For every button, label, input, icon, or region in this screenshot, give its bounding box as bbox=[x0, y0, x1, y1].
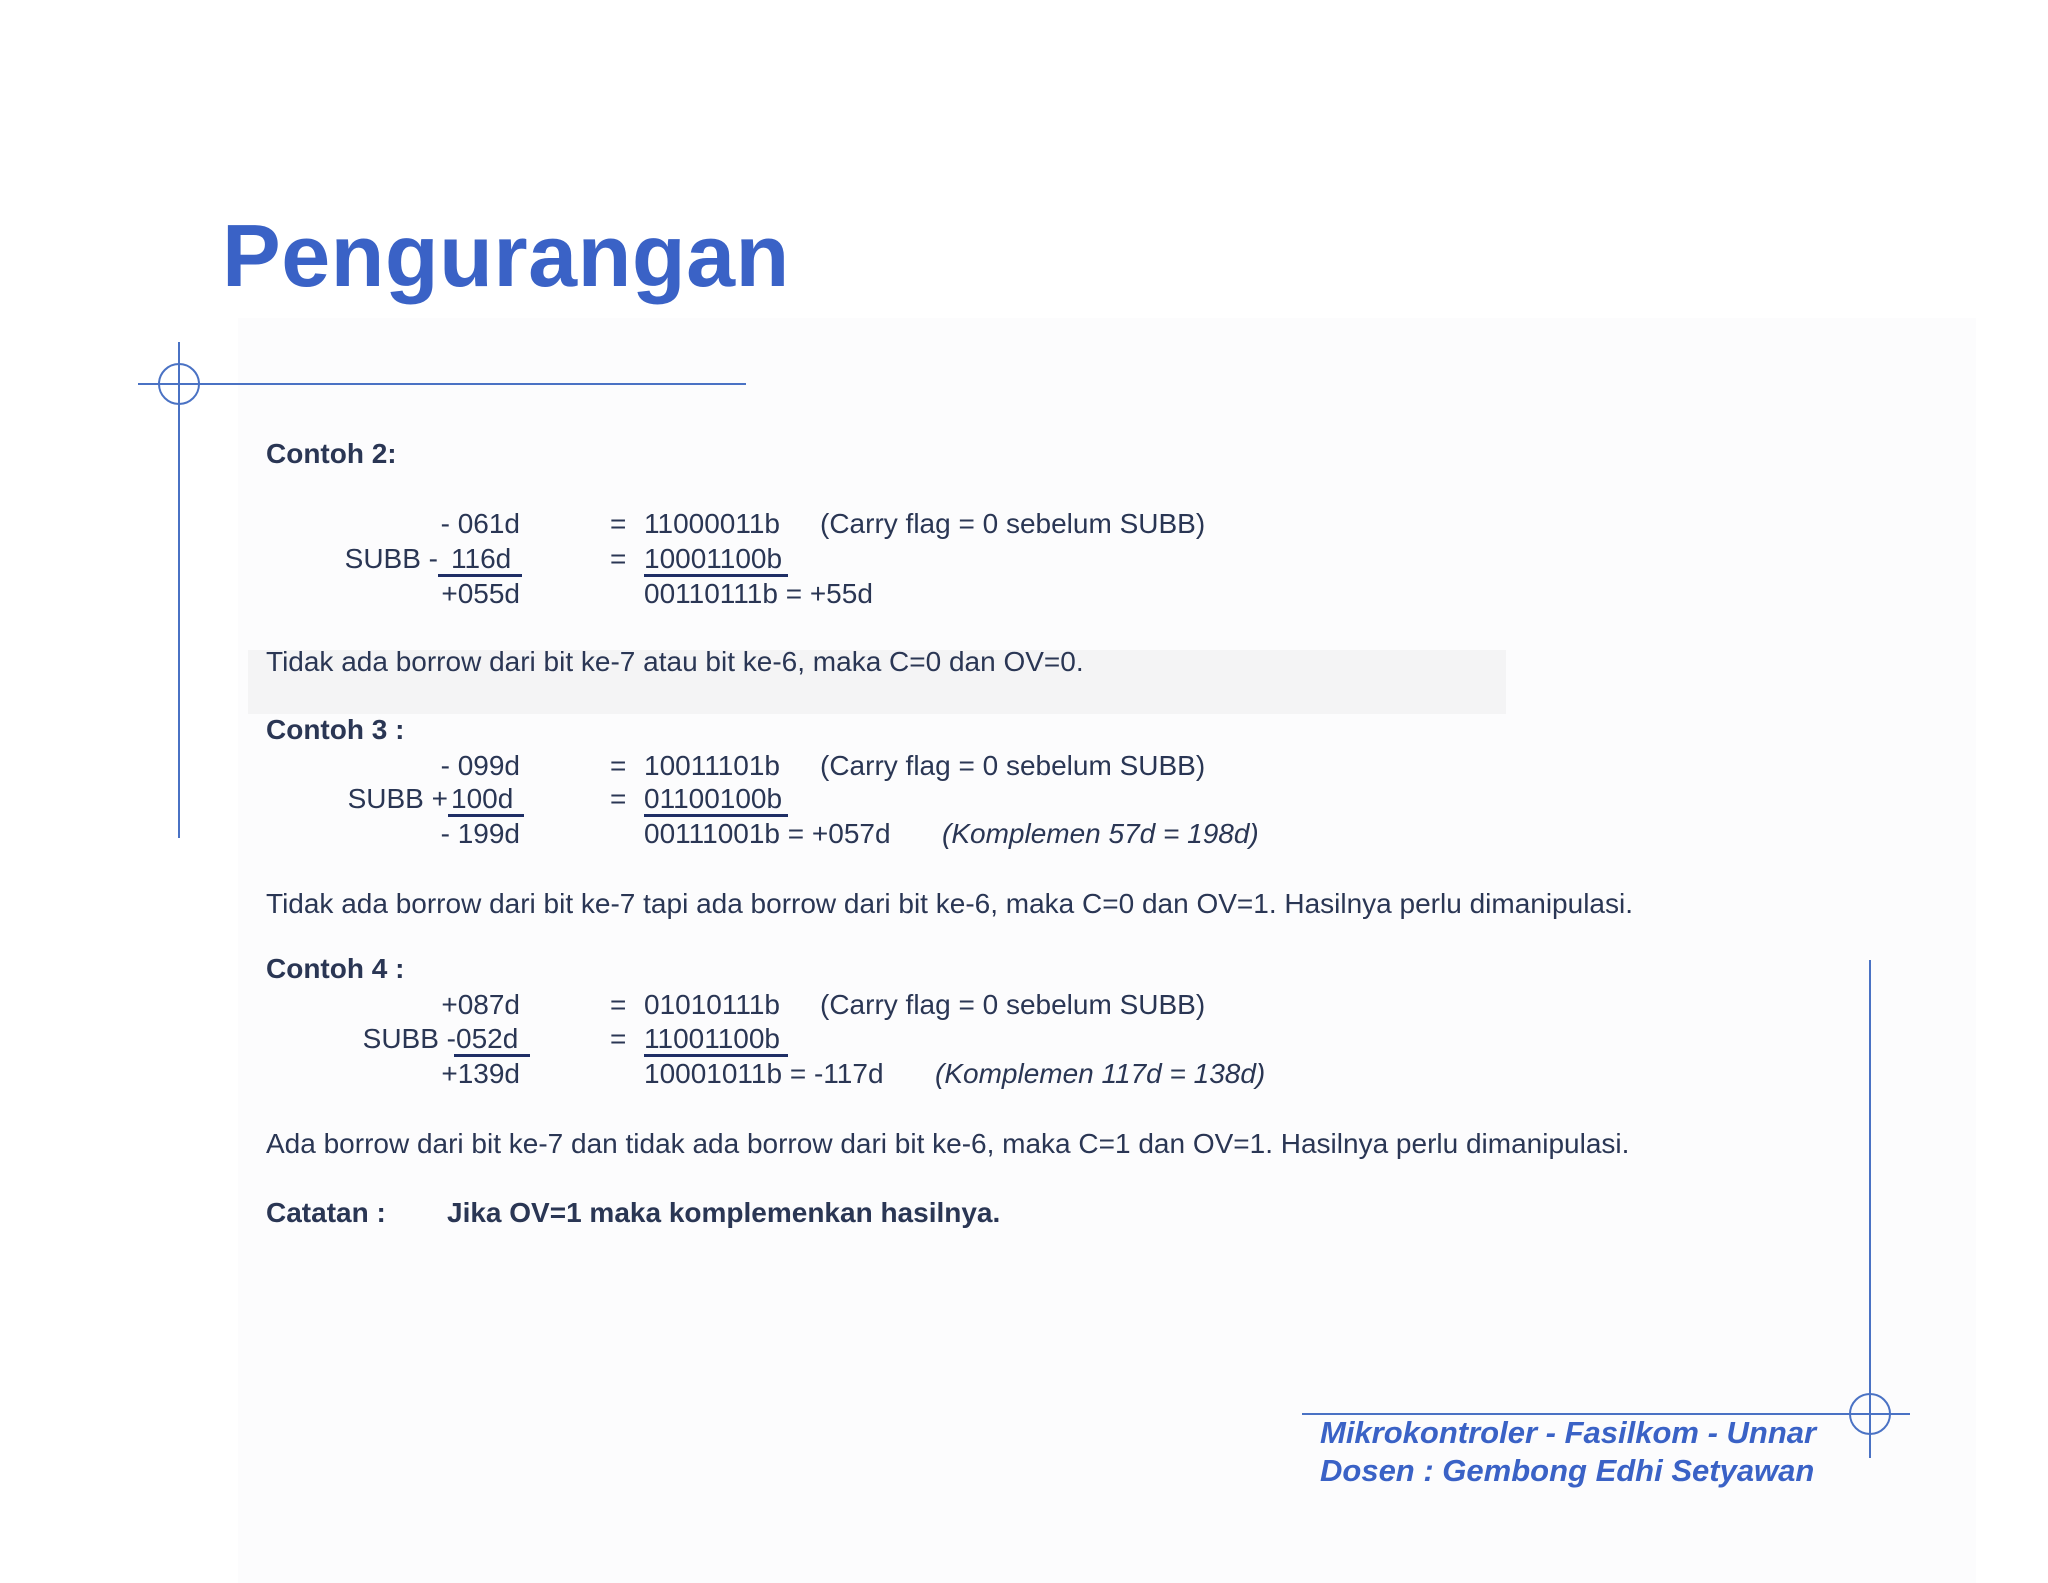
example-4-bin2: 11001100b bbox=[644, 1023, 780, 1054]
example-4-note1: (Carry flag = 0 sebelum SUBB) bbox=[820, 989, 1206, 1020]
example-4-bin-result: 10001011b = -117d bbox=[644, 1058, 884, 1089]
example-3-heading: Contoh 3 : bbox=[266, 714, 405, 745]
example-4-heading: Contoh 4 : bbox=[266, 953, 405, 984]
example-4-operand2-underline bbox=[454, 1054, 530, 1057]
example-4-explanation: Ada borrow dari bit ke-7 dan tidak ada borrow dari bit ke-6, maka C=1 dan OV=1. Hasilnya perlu dimanipulasi. bbox=[266, 1128, 1630, 1159]
note-text: Jika OV=1 maka komplemenkan hasilnya. bbox=[447, 1197, 1001, 1228]
example-2-operand1: - 061d bbox=[440, 508, 520, 539]
example-3-bin-result: 00111001b = +057d bbox=[644, 818, 891, 849]
example-3-result: - 199d bbox=[440, 818, 520, 849]
example-4-eq1: = bbox=[610, 989, 627, 1020]
example-2-bin1: 11000011b bbox=[644, 508, 780, 539]
left-vertical-rule bbox=[178, 342, 180, 838]
top-horizontal-rule bbox=[138, 383, 746, 385]
example-4-note3: (Komplemen 117d = 138d) bbox=[935, 1058, 1266, 1089]
example-2-explanation: Tidak ada borrow dari bit ke-7 atau bit ke-6, maka C=0 dan OV=0. bbox=[266, 646, 1084, 677]
footer-lecturer: Dosen : Gembong Edhi Setyawan bbox=[1320, 1453, 1815, 1488]
example-2-op-prefix: SUBB - bbox=[344, 543, 438, 574]
footer-course: Mikrokontroler - Fasilkom - Unnar bbox=[1320, 1415, 1817, 1450]
example-4-bin2-underline bbox=[644, 1054, 788, 1057]
example-3-eq2: = bbox=[610, 783, 627, 814]
crosshair-circle-top-left bbox=[158, 363, 200, 405]
example-3-explanation: Tidak ada borrow dari bit ke-7 tapi ada borrow dari bit ke-6, maka C=0 dan OV=1. Hasilnya perlu dimanipulasi. bbox=[266, 888, 1633, 919]
example-2-operand2-underline bbox=[438, 574, 522, 577]
example-4-operand1: +087d bbox=[441, 989, 520, 1020]
example-2-bin2-underline bbox=[644, 574, 788, 577]
example-3-operand1: - 099d bbox=[440, 750, 520, 781]
example-3-bin2-underline bbox=[644, 814, 788, 817]
example-4-result: +139d bbox=[441, 1058, 520, 1089]
example-3-bin1: 10011101b bbox=[644, 750, 780, 781]
crosshair-circle-bottom-right bbox=[1849, 1393, 1891, 1435]
example-2-note1: (Carry flag = 0 sebelum SUBB) bbox=[820, 508, 1206, 539]
example-2-bin-result: 00110111b = +55d bbox=[644, 578, 873, 609]
example-4-op-prefix: SUBB - bbox=[362, 1023, 456, 1054]
example-3-bin2: 01100100b bbox=[644, 783, 783, 814]
example-2-eq1: = bbox=[610, 508, 627, 539]
example-2-eq2: = bbox=[610, 543, 627, 574]
example-2-result: +055d bbox=[441, 578, 520, 609]
note-label: Catatan : bbox=[266, 1197, 386, 1228]
example-2-operand2: 116d bbox=[451, 543, 512, 574]
slide-title: Pengurangan bbox=[222, 206, 790, 305]
example-3-eq1: = bbox=[610, 750, 627, 781]
example-4-eq2: = bbox=[610, 1023, 627, 1054]
example-3-operand2-underline bbox=[448, 814, 524, 817]
example-3-note3: (Komplemen 57d = 198d) bbox=[942, 818, 1259, 849]
example-4-operand2: 052d bbox=[456, 1023, 519, 1054]
example-2-bin2: 10001100b bbox=[644, 543, 783, 574]
example-2-heading: Contoh 2: bbox=[266, 438, 397, 469]
right-vertical-rule bbox=[1869, 960, 1871, 1458]
example-3-operand2: 100d bbox=[451, 783, 514, 814]
example-4-bin1: 01010111b bbox=[644, 989, 780, 1020]
example-3-note1: (Carry flag = 0 sebelum SUBB) bbox=[820, 750, 1206, 781]
example-3-op-prefix: SUBB + bbox=[347, 783, 448, 814]
